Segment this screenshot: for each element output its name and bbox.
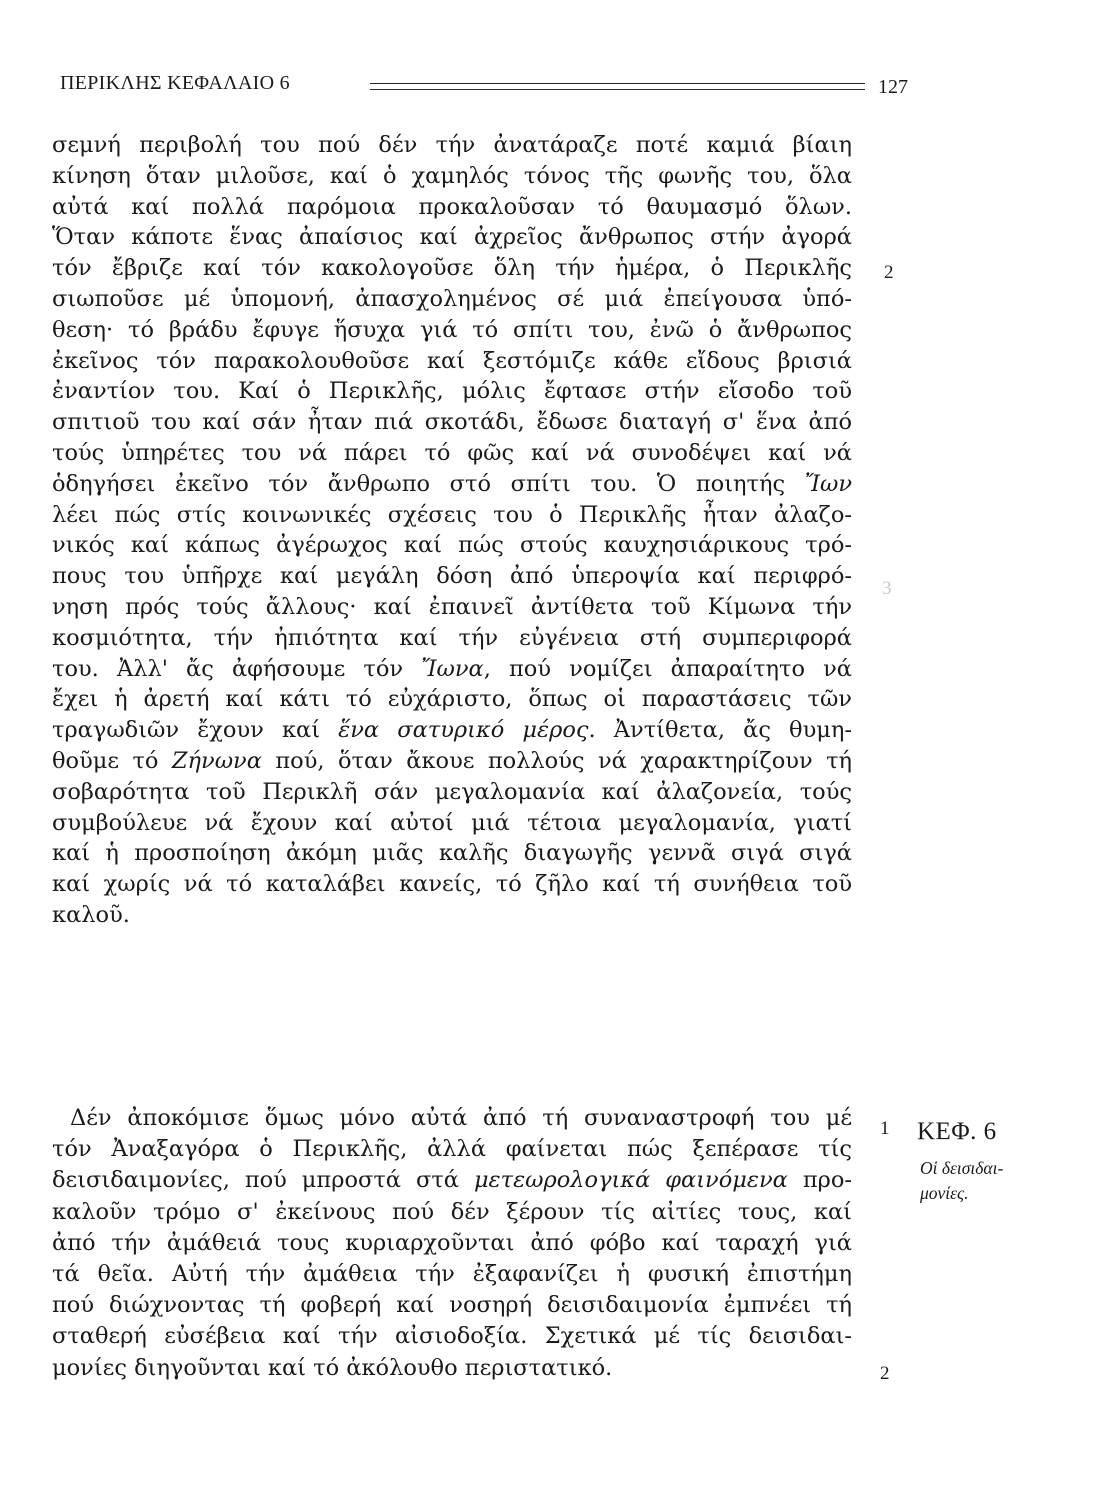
margin-section-number: 1 <box>880 1118 890 1139</box>
text-line: νικός καί κάπως ἀγέρωχος καί πώς στούς καυχησιάρικους τρό- <box>52 532 852 559</box>
running-header-title: ΠΕΡΙΚΛΗΣ ΚΕΦΑΛΑΙΟ 6 <box>60 72 290 94</box>
text-segment: ὁδηγήσει ἐκεῖνο τόν ἄνθρωπο στό σπίτι του. Ὁ ποιητής <box>52 470 805 497</box>
chapter-side-heading: ΚΕΦ. 6 <box>917 1118 997 1145</box>
text-line <box>52 654 852 685</box>
margin-section-number: 2 <box>884 262 894 283</box>
text-line: σιωποῦσε μέ ὑπομονή, ἀπασχολημένος σέ μιά ἐπείγουσα ὑπό- <box>52 285 852 312</box>
text-segment: προ- <box>787 1167 852 1194</box>
text-line: τούς ὑπηρέτες του νά πάρει τό φῶς καί νά συνοδέψει καί νά <box>52 439 852 466</box>
paragraph-1 <box>52 130 852 931</box>
text-line: σεμνή περιβολή του πού δέν τήν ἀνατάραζε ποτέ καμιά βίαιη <box>52 132 852 158</box>
text-segment: του. Ἀλλ' ἄς ἀφήσουμε τόν <box>52 655 422 682</box>
margin-section-number: 3 <box>882 578 892 599</box>
side-note-line: μονίες. <box>920 1183 969 1203</box>
text-line: κοσμιότητα, τήν ἠπιότητα καί τήν εὐγένεια στή συμπεριφορά <box>52 624 852 651</box>
side-note-line: Οἱ δεισιδαι- <box>920 1158 1004 1178</box>
text-line: τόν Ἀναξαγόρα ὁ Περικλῆς, ἀλλά φαίνεται πώς ξεπέρασε τίς <box>52 1136 852 1163</box>
header-double-rule <box>370 83 865 90</box>
italic-name-ion: Ἴων <box>804 470 852 497</box>
margin-section-number: 2 <box>880 1363 890 1384</box>
italic-name-iona: Ἴωνα <box>421 655 484 682</box>
text-segment: θοῦμε τό <box>52 747 172 774</box>
text-line <box>52 469 852 500</box>
text-segment: δεισιδαιμονίες, πού μπροστά στά <box>52 1167 474 1194</box>
text-line: συμβούλευε νά ἔχουν καί αὐτοί μιά τέτοια μεγαλομανία, γιατί <box>52 809 852 836</box>
text-line: ἐναντίον του. Καί ὁ Περικλῆς, μόλις ἔφτασε στήν εἴσοδο τοῦ <box>52 378 852 405</box>
italic-meteorological-phenomena: μετεωρολογικά φαινόμενα <box>473 1167 788 1194</box>
text-line: καί ἡ προσποίηση ἀκόμη μιᾶς καλῆς διαγωγῆς γεννᾶ σιγά σιγά <box>52 840 852 867</box>
text-line: λέει πώς στίς κοινωνικές σχέσεις του ὁ Περικλῆς ἦταν ἀλαζο- <box>52 501 852 528</box>
text-line: καλοῦν τρόμο σ' ἐκείνους πού δέν ξέρουν τίς αἰτίες τους, καί <box>52 1198 852 1225</box>
page-number: 127 <box>878 76 908 98</box>
text-line: Ὅταν κάποτε ἕνας ἀπαίσιος καί ἀχρεῖος ἄνθρωπος στήν ἀγορά <box>52 224 852 251</box>
text-line: σπιτιοῦ του καί σάν ἦταν πιά σκοτάδι, ἔδωσε διαταγή σ' ἕνα ἀπό <box>52 409 852 436</box>
italic-satyric-part: ἕνα σατυρικό μέρος <box>338 717 589 744</box>
text-line: πού διώχνοντας τή φοβερή καί νοσηρή δεισιδαιμονία ἐμπνέει τή <box>52 1292 852 1319</box>
text-line: σοβαρότητα τοῦ Περικλῆ σάν μεγαλομανία καί ἀλαζονεία, τούς <box>52 778 852 805</box>
text-line: Δέν ἀποκόμισε ὅμως μόνο αὐτά ἀπό τή συναναστροφή του μέ <box>70 1105 852 1131</box>
text-line: πους του ὑπῆρχε καί μεγάλη δόση ἀπό ὑπεροψία καί περιφρό- <box>52 563 852 590</box>
text-line: σταθερή εὐσέβεια καί τήν αἰσιοδοξία. Σχετικά μέ τίς δεισιδαι- <box>52 1323 852 1350</box>
text-line <box>52 746 852 777</box>
running-header <box>60 72 908 106</box>
text-line: καλοῦ. <box>52 901 130 928</box>
text-segment: . Ἀντίθετα, ἄς θυμη- <box>588 717 852 744</box>
italic-name-zeno: Ζήνωνα <box>171 747 262 774</box>
paragraph-2 <box>52 1103 852 1384</box>
text-line <box>52 715 852 746</box>
text-line: ἔχει ἡ ἀρετή καί κάτι τό εὐχάριστο, ὅπως οἱ παραστάσεις τῶν <box>52 686 852 713</box>
text-line: θεση· τό βράδυ ἔφυγε ἥσυχα γιά τό σπίτι του, ἐνῶ ὁ ἄνθρωπος <box>52 316 852 343</box>
text-line: νηση πρός τούς ἄλλους· καί ἐπαινεῖ ἀντίθετα τοῦ Κίμωνα τήν <box>52 593 852 620</box>
text-line: αὐτά καί πολλά παρόμοια προκαλοῦσαν τό θαυμασμό ὅλων. <box>52 193 852 220</box>
text-line: τόν ἔβριζε καί τόν κακολογοῦσε ὅλη τήν ἡμέρα, ὁ Περικλῆς <box>52 255 852 282</box>
side-note <box>920 1156 1090 1206</box>
text-line: κίνηση ὅταν μιλοῦσε, καί ὁ χαμηλός τόνος τῆς φωνῆς του, ὅλα <box>52 162 852 189</box>
text-line: μονίες διηγοῦνται καί τό ἀκόλουθο περιστατικό. <box>52 1354 613 1381</box>
text-line: καί χωρίς νά τό καταλάβει κανείς, τό ζῆλο καί τή συνήθεια τοῦ <box>52 871 852 898</box>
text-segment: τραγωδιῶν ἔχουν καί <box>52 717 339 744</box>
text-segment: , πού νομίζει ἀπαραίτητο νά <box>483 655 852 682</box>
text-line: ἐκεῖνος τόν παρακολουθοῦσε καί ξεστόμιζε κάθε εἴδους βρισιά <box>52 347 852 374</box>
text-segment: πού, ὅταν ἄκουε πολλούς νά χαρακτηρίζουν τή <box>261 747 852 774</box>
text-line <box>52 1165 852 1196</box>
text-line: τά θεῖα. Αὐτή τήν ἀμάθεια τήν ἐξαφανίζει ἡ φυσική ἐπιστήμη <box>52 1260 852 1287</box>
text-line: ἀπό τήν ἀμάθειά τους κυριαρχοῦνται ἀπό φόβο καί ταραχή γιά <box>52 1229 852 1256</box>
